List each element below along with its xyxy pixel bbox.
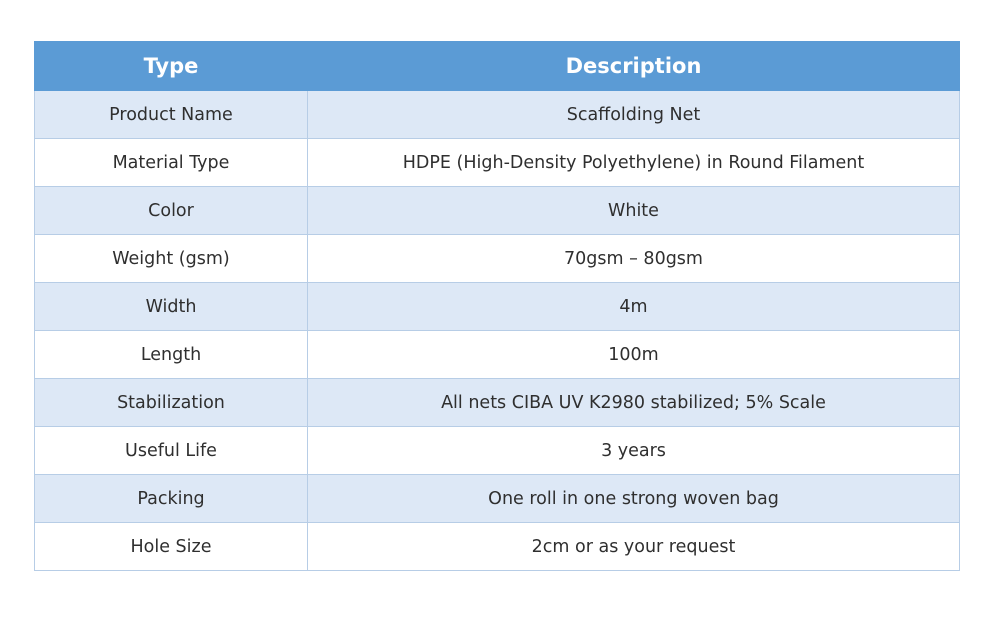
cell-description: 100m: [308, 331, 960, 379]
cell-type: Packing: [35, 475, 308, 523]
table-row: [35, 475, 960, 523]
header-description: Description: [308, 42, 960, 91]
cell-description: 2cm or as your request: [308, 523, 960, 571]
header-type: Type: [35, 42, 308, 91]
cell-description: All nets CIBA UV K2980 stabilized; 5% Scale: [308, 379, 960, 427]
table-row: [35, 331, 960, 379]
specification-table: [34, 41, 960, 571]
table-row: [35, 379, 960, 427]
table-row: [35, 283, 960, 331]
cell-description: White: [308, 187, 960, 235]
cell-type: Color: [35, 187, 308, 235]
cell-type: Weight (gsm): [35, 235, 308, 283]
table-row: [35, 187, 960, 235]
table-row: [35, 91, 960, 139]
cell-description: 3 years: [308, 427, 960, 475]
cell-description: One roll in one strong woven bag: [308, 475, 960, 523]
cell-type: Hole Size: [35, 523, 308, 571]
table-row: [35, 139, 960, 187]
table-row: [35, 235, 960, 283]
cell-type: Width: [35, 283, 308, 331]
cell-description: HDPE (High-Density Polyethylene) in Round Filament: [308, 139, 960, 187]
cell-type: Useful Life: [35, 427, 308, 475]
cell-type: Material Type: [35, 139, 308, 187]
cell-description: 70gsm – 80gsm: [308, 235, 960, 283]
cell-type: Length: [35, 331, 308, 379]
cell-type: Stabilization: [35, 379, 308, 427]
cell-description: 4m: [308, 283, 960, 331]
table-header-row: [35, 42, 960, 91]
cell-type: Product Name: [35, 91, 308, 139]
table-row: [35, 427, 960, 475]
table-row: [35, 523, 960, 571]
cell-description: Scaffolding Net: [308, 91, 960, 139]
